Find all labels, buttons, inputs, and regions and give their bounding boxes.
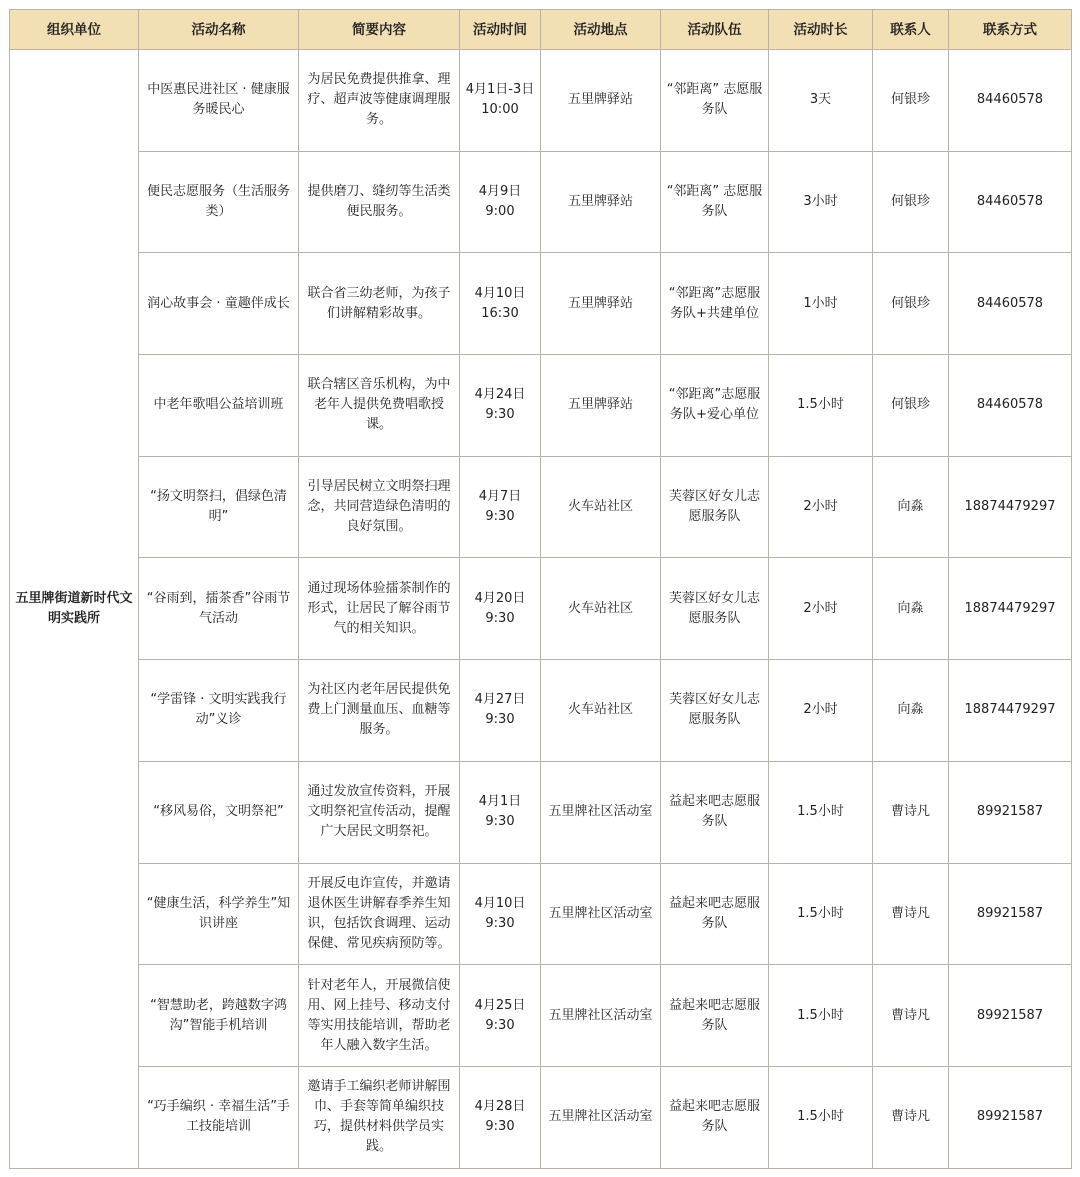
time-cell [460, 50, 541, 152]
time-cell [460, 151, 541, 253]
team-cell: 芙蓉区好女儿志愿服务队 [661, 558, 769, 660]
date-text: 4月24日 [474, 387, 526, 403]
team-cell: “邻距离” 志愿服务队 [661, 151, 769, 253]
activity-name-cell: “巧手编织 · 幸福生活”手工技能培训 [139, 1066, 299, 1168]
table-row [10, 863, 1072, 965]
time-cell [460, 761, 541, 863]
location-cell: 五里牌驿站 [541, 50, 661, 152]
table-row [10, 558, 1072, 660]
table-row [10, 660, 1072, 762]
time-cell [460, 253, 541, 355]
phone-cell: 84460578 [949, 151, 1072, 253]
table-row [10, 1066, 1072, 1168]
time-cell [460, 1066, 541, 1168]
header-team: 活动队伍 [661, 10, 769, 50]
summary-cell: 通过发放宣传资料，开展文明祭祀宣传活动，提醒广大居民文明祭祀。 [299, 761, 460, 863]
date-text: 4月28日 [474, 1099, 526, 1115]
organization-cell: 五里牌街道新时代文明实践所 [10, 50, 139, 1169]
activity-name-cell: 中医惠民进社区 · 健康服务暖民心 [139, 50, 299, 152]
team-cell: “邻距离”志愿服务队+爱心单位 [661, 355, 769, 457]
header-phone: 联系方式 [949, 10, 1072, 50]
header-organization: 组织单位 [10, 10, 139, 50]
table-row [10, 50, 1072, 152]
contact-cell: 向淼 [873, 660, 949, 762]
phone-cell: 84460578 [949, 253, 1072, 355]
activity-name-cell: “智慧助老，跨越数字鸿沟”智能手机培训 [139, 965, 299, 1067]
location-cell: 五里牌社区活动室 [541, 1066, 661, 1168]
summary-cell: 通过现场体验擂茶制作的形式，让居民了解谷雨节气的相关知识。 [299, 558, 460, 660]
time-text: 9:30 [485, 509, 515, 525]
time-text: 9:30 [485, 1017, 515, 1033]
time-text: 16:30 [481, 305, 519, 321]
contact-cell: 何银珍 [873, 151, 949, 253]
summary-cell: 联合省三幼老师，为孩子们讲解精彩故事。 [299, 253, 460, 355]
date-text: 4月7日 [478, 489, 522, 505]
team-cell: 芙蓉区好女儿志愿服务队 [661, 660, 769, 762]
phone-cell: 18874479297 [949, 660, 1072, 762]
phone-cell: 18874479297 [949, 558, 1072, 660]
duration-cell: 1.5小时 [769, 1066, 873, 1168]
duration-cell: 1.5小时 [769, 863, 873, 965]
summary-cell: 引导居民树立文明祭扫理念，共同营造绿色清明的良好氛围。 [299, 456, 460, 558]
time-cell [460, 863, 541, 965]
location-cell: 五里牌驿站 [541, 151, 661, 253]
activity-name-cell: 中老年歌唱公益培训班 [139, 355, 299, 457]
contact-cell: 何银珍 [873, 355, 949, 457]
location-cell: 火车站社区 [541, 660, 661, 762]
date-text: 4月9日 [478, 184, 522, 200]
header-time: 活动时间 [460, 10, 541, 50]
team-cell: 益起来吧志愿服务队 [661, 1066, 769, 1168]
summary-cell: 联合辖区音乐机构，为中老年人提供免费唱歌授课。 [299, 355, 460, 457]
table-row [10, 456, 1072, 558]
contact-cell: 向淼 [873, 558, 949, 660]
activity-schedule-table [9, 9, 1072, 1169]
summary-cell: 提供磨刀、缝纫等生活类便民服务。 [299, 151, 460, 253]
header-location: 活动地点 [541, 10, 661, 50]
time-cell [460, 660, 541, 762]
date-text: 4月25日 [474, 997, 526, 1013]
date-text: 4月10日 [474, 895, 526, 911]
contact-cell: 曹诗凡 [873, 863, 949, 965]
location-cell: 火车站社区 [541, 456, 661, 558]
activity-name-cell: “扬文明祭扫，倡绿色清明” [139, 456, 299, 558]
time-cell [460, 456, 541, 558]
team-cell: 益起来吧志愿服务队 [661, 965, 769, 1067]
activity-name-cell: “学雷锋 · 文明实践我行动”义诊 [139, 660, 299, 762]
table-row [10, 761, 1072, 863]
date-text: 4月1日-3日 [465, 82, 535, 98]
header-summary: 简要内容 [299, 10, 460, 50]
duration-cell: 1.5小时 [769, 761, 873, 863]
contact-cell: 向淼 [873, 456, 949, 558]
date-text: 4月1日 [478, 794, 522, 810]
header-activity-name: 活动名称 [139, 10, 299, 50]
team-cell: “邻距离”志愿服务队+共建单位 [661, 253, 769, 355]
activity-name-cell: 润心故事会 · 童趣伴成长 [139, 253, 299, 355]
contact-cell: 曹诗凡 [873, 1066, 949, 1168]
table-row [10, 151, 1072, 253]
time-text: 9:00 [485, 204, 515, 220]
contact-cell: 何银珍 [873, 50, 949, 152]
contact-cell: 曹诗凡 [873, 761, 949, 863]
location-cell: 五里牌驿站 [541, 355, 661, 457]
activity-name-cell: “健康生活，科学养生”知识讲座 [139, 863, 299, 965]
duration-cell: 2小时 [769, 660, 873, 762]
duration-cell: 1.5小时 [769, 965, 873, 1067]
time-cell [460, 558, 541, 660]
summary-cell: 针对老年人，开展微信使用、网上挂号、移动支付等实用技能培训，帮助老年人融入数字生活。 [299, 965, 460, 1067]
time-text: 9:30 [485, 915, 515, 931]
summary-cell: 为居民免费提供推拿、理疗、超声波等健康调理服务。 [299, 50, 460, 152]
activity-name-cell: “谷雨到，擂茶香”谷雨节气活动 [139, 558, 299, 660]
activity-name-cell: “移风易俗，文明祭祀” [139, 761, 299, 863]
location-cell: 五里牌社区活动室 [541, 965, 661, 1067]
activity-name-cell: 便民志愿服务（生活服务类） [139, 151, 299, 253]
contact-cell: 曹诗凡 [873, 965, 949, 1067]
location-cell: 五里牌社区活动室 [541, 863, 661, 965]
table-row [10, 355, 1072, 457]
time-text: 10:00 [481, 102, 519, 118]
duration-cell: 3小时 [769, 151, 873, 253]
phone-cell: 89921587 [949, 863, 1072, 965]
duration-cell: 1小时 [769, 253, 873, 355]
phone-cell: 84460578 [949, 355, 1072, 457]
date-text: 4月20日 [474, 590, 526, 606]
location-cell: 五里牌社区活动室 [541, 761, 661, 863]
location-cell: 火车站社区 [541, 558, 661, 660]
team-cell: 益起来吧志愿服务队 [661, 761, 769, 863]
date-text: 4月27日 [474, 692, 526, 708]
contact-cell: 何银珍 [873, 253, 949, 355]
time-text: 9:30 [485, 814, 515, 830]
header-row [10, 10, 1072, 50]
summary-cell: 为社区内老年居民提供免费上门测量血压、血糖等服务。 [299, 660, 460, 762]
duration-cell: 2小时 [769, 456, 873, 558]
phone-cell: 89921587 [949, 965, 1072, 1067]
summary-cell: 开展反电诈宣传，并邀请退休医生讲解春季养生知识，包括饮食调理、运动保健、常见疾病预防等。 [299, 863, 460, 965]
table-row [10, 965, 1072, 1067]
duration-cell: 2小时 [769, 558, 873, 660]
duration-cell: 1.5小时 [769, 355, 873, 457]
header-contact: 联系人 [873, 10, 949, 50]
team-cell: 益起来吧志愿服务队 [661, 863, 769, 965]
summary-cell: 邀请手工编织老师讲解围巾、手套等简单编织技巧，提供材料供学员实践。 [299, 1066, 460, 1168]
phone-cell: 89921587 [949, 1066, 1072, 1168]
time-cell [460, 965, 541, 1067]
team-cell: “邻距离” 志愿服务队 [661, 50, 769, 152]
location-cell: 五里牌驿站 [541, 253, 661, 355]
time-text: 9:30 [485, 712, 515, 728]
phone-cell: 89921587 [949, 761, 1072, 863]
time-text: 9:30 [485, 610, 515, 626]
duration-cell: 3天 [769, 50, 873, 152]
date-text: 4月10日 [474, 285, 526, 301]
header-duration: 活动时长 [769, 10, 873, 50]
time-cell [460, 355, 541, 457]
phone-cell: 18874479297 [949, 456, 1072, 558]
time-text: 9:30 [485, 407, 515, 423]
phone-cell: 84460578 [949, 50, 1072, 152]
team-cell: 芙蓉区好女儿志愿服务队 [661, 456, 769, 558]
time-text: 9:30 [485, 1119, 515, 1135]
table-row [10, 253, 1072, 355]
